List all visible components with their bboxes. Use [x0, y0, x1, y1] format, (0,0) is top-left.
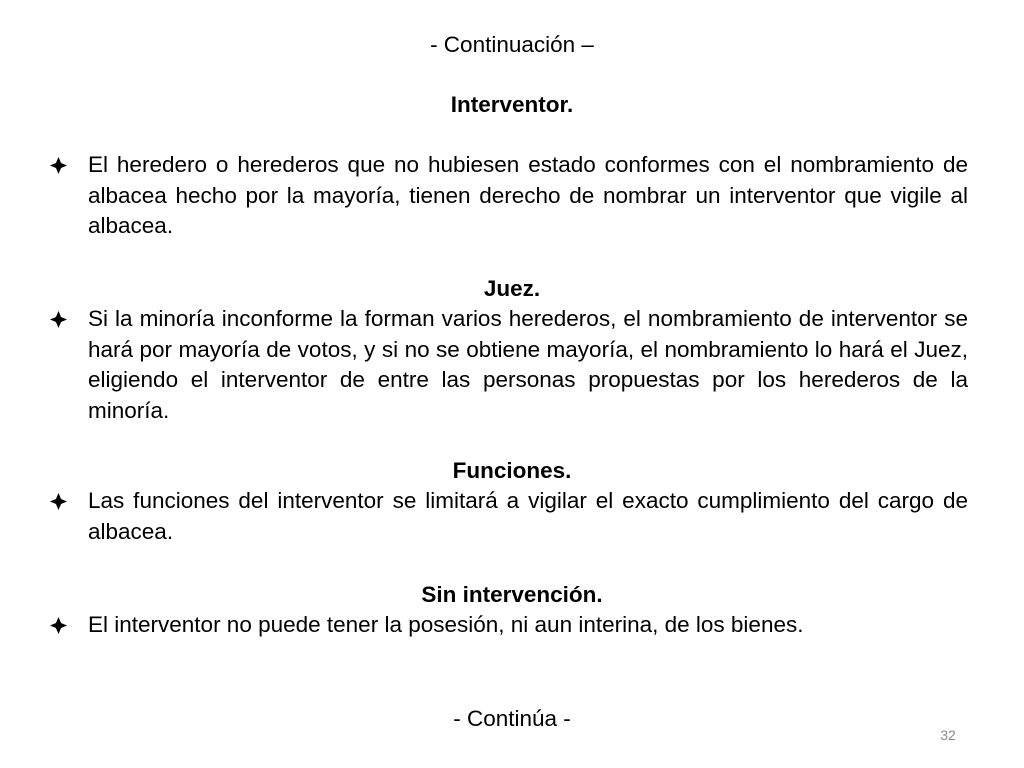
bullet-item-funciones: [50, 486, 968, 547]
bullet-item-juez: [50, 304, 968, 426]
section-heading-funciones: Funciones.: [452, 458, 572, 483]
page-number: 32: [940, 727, 956, 743]
section-heading-sin-intervencion: Sin intervención.: [421, 582, 603, 607]
section-heading-juez: Juez.: [483, 276, 541, 301]
bullet-text: Las funciones del interventor se limitará a vigilar el exacto cumplimiento del cargo de albacea.: [88, 488, 968, 544]
four-petal-diamond-icon: [50, 493, 67, 510]
bullet-text: El interventor no puede tener la posesión, ni aun interina, de los bienes.: [88, 612, 804, 637]
four-petal-diamond-icon: [50, 157, 67, 174]
continuation-top-label: - Continuación –: [430, 32, 594, 57]
four-petal-diamond-icon: [50, 311, 67, 328]
four-petal-diamond-icon: [50, 617, 67, 634]
continuation-bottom-label: - Continúa -: [453, 706, 571, 731]
bullet-item-interventor: [50, 150, 968, 242]
bullet-text: Si la minoría inconforme la forman varios herederos, el nombramiento de interventor se hará por mayoría de votos, y si no se obtiene mayoría, el nombramiento lo hará el Juez, eligiendo el interventor de entre las personas propuestas por los herederos de la minoría.: [88, 306, 968, 423]
bullet-item-sin-intervencion: [50, 610, 968, 641]
bullet-text: El heredero o herederos que no hubiesen estado conformes con el nombramiento de albacea hecho por la mayoría, tienen derecho de nombrar un interventor que vigile al albacea.: [88, 152, 968, 238]
section-heading-interventor: Interventor.: [450, 92, 574, 117]
